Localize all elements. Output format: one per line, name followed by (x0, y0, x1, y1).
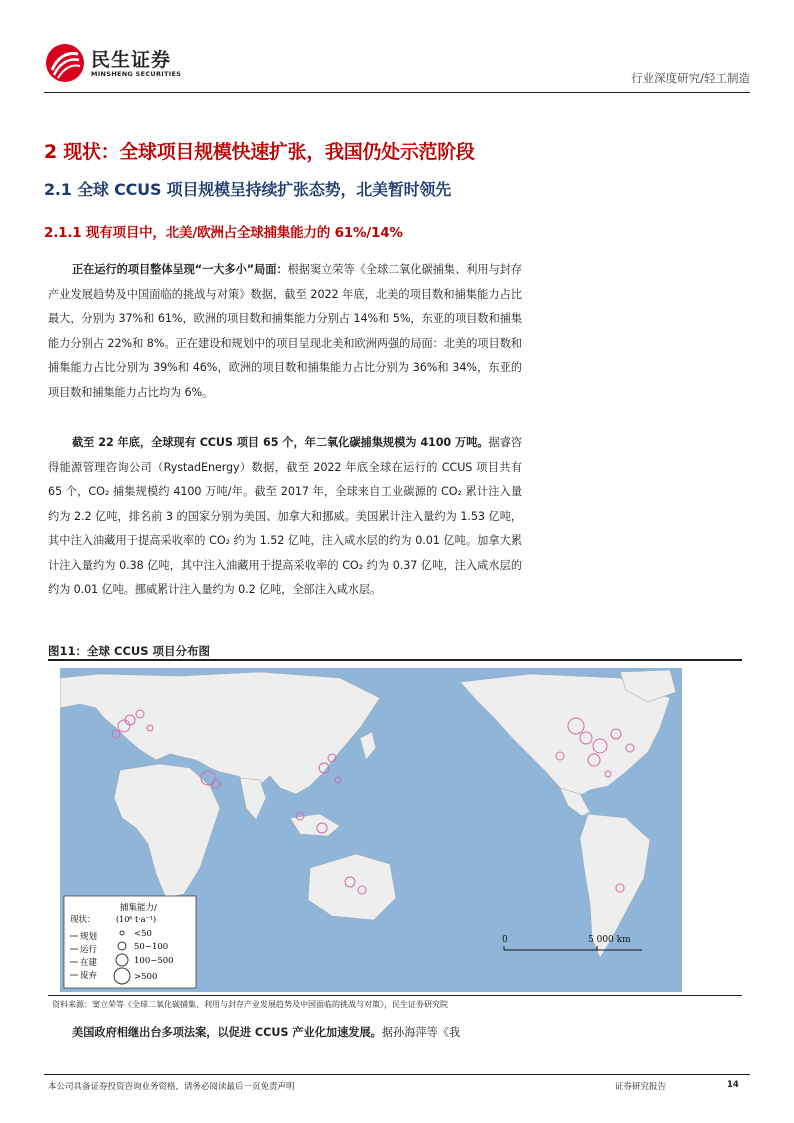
brand-logo-icon (44, 42, 86, 84)
brand-name: 民生证券 (91, 49, 172, 71)
header-divider (44, 92, 750, 93)
legend-capacity-title: 捕集能力/ (120, 903, 157, 913)
legend-capacity-unit: (10⁶ t·a⁻¹) (116, 915, 157, 924)
subsection-heading: 2.1 全球 CCUS 项目规模呈持续扩张态势，北美暂时领先 (44, 180, 452, 199)
legend-status-3: 废弃 (80, 971, 98, 981)
legend-status-2: 在建 (80, 958, 98, 968)
footer-doc-type: 证券研究报告 (615, 1082, 667, 1092)
section-heading: 2 现状：全球项目规模快速扩张，我国仍处示范阶段 (44, 141, 475, 163)
legend-status-title: 现状： (70, 915, 96, 925)
paragraph-3 (48, 1024, 522, 1040)
paragraph-2-lead: 截至 22 年底，全球现有 CCUS 项目 65 个，年二氧化碳捕集规模为 4100 万吨。 (72, 436, 489, 449)
figure-divider (48, 659, 742, 661)
report-category: 行业深度研究/轻工制造 (631, 71, 750, 85)
paragraph-1 (48, 258, 522, 405)
paragraph-3-lead: 美国政府相继出台多项法案，以促进 CCUS 产业化加速发展。 (72, 1026, 382, 1039)
paragraph-1-body: 根据窦立荣等《全球二氧化碳捕集、利用与封存产业发展趋势及中国面临的挑战与对策》数据，截至 2022 年底，北美的项目数和捕集能力占比最大，分别为 37%和 61%，欧洲的项目数和捕集能力分别占 14%和 5%，东亚的项目数和捕集能力分别占 22%和 8%。正在建设和规划中的项目呈现北美和欧洲两强的局面：北美的项目数和捕集能力占比分别为 39%和 46%，欧洲的项目数和捕集能力占比分别为 36%和 34%，东亚的项目数和捕集能力占比均为 6%。 (48, 263, 522, 399)
paragraph-1-lead: 正在运行的项目整体呈现“一大多小”局面： (72, 263, 288, 276)
brand-subtitle: MINSHENG SECURITIES (91, 70, 182, 78)
legend-status-0: 规划 (80, 932, 98, 942)
footer-disclaimer: 本公司具备证券投资咨询业务资格，请务必阅读最后一页免责声明 (48, 1082, 295, 1092)
legend-status-1: 运行 (80, 945, 98, 955)
map-legend (64, 896, 196, 988)
page-number: 14 (727, 1080, 739, 1090)
subsubsection-heading: 2.1.1 现有项目中，北美/欧洲占全球捕集能力的 61%/14% (44, 225, 403, 241)
paragraph-3-body: 据孙海萍等《我 (381, 1026, 461, 1039)
legend-capacity-2: 100~500 (134, 956, 174, 966)
legend-capacity-1: 50~100 (134, 942, 169, 952)
source-divider (48, 995, 742, 996)
scale-distance-label: 5 000 km (588, 935, 631, 945)
legend-capacity-0: <50 (134, 929, 152, 939)
figure-title: 图11：全球 CCUS 项目分布图 (48, 644, 211, 658)
paragraph-2-body: 据睿咨得能源管理咨询公司（RystadEnergy）数据，截至 2022 年底全球在运行的 CCUS 项目共有 65 个，CO₂ 捕集规模约 4100 万吨/年。截至 2017 年，全球来自工业碳源的 CO₂ 累计注入量约为 2.2 亿吨，排名前 3 的国家分别为美国、加拿大和挪威。美国累计注入量约为 1.53 亿吨，其中注入油藏用于提高采收率的 CO₂ 约为 1.52 亿吨，注入咸水层的约为 0.01 亿吨。加拿大累计注入量约为 0.38 亿吨，其中注入油藏用于提高采收率的 CO₂ 约为 0.37 亿吨，注入咸水层的约为 0.01 亿吨。挪威累计注入量约为 0.2 亿吨，全部注入咸水层。 (48, 436, 523, 596)
scale-zero-label: 0 (502, 935, 508, 945)
world-map (60, 668, 682, 992)
legend-capacity-3: >500 (134, 972, 158, 982)
paragraph-2 (48, 431, 522, 603)
figure-source: 资料来源：窦立荣等《全球二氧化碳捕集、利用与封存产业发展趋势及中国面临的挑战与对策》，民生证券研究院 (52, 1000, 448, 1009)
footer-divider (44, 1074, 750, 1075)
